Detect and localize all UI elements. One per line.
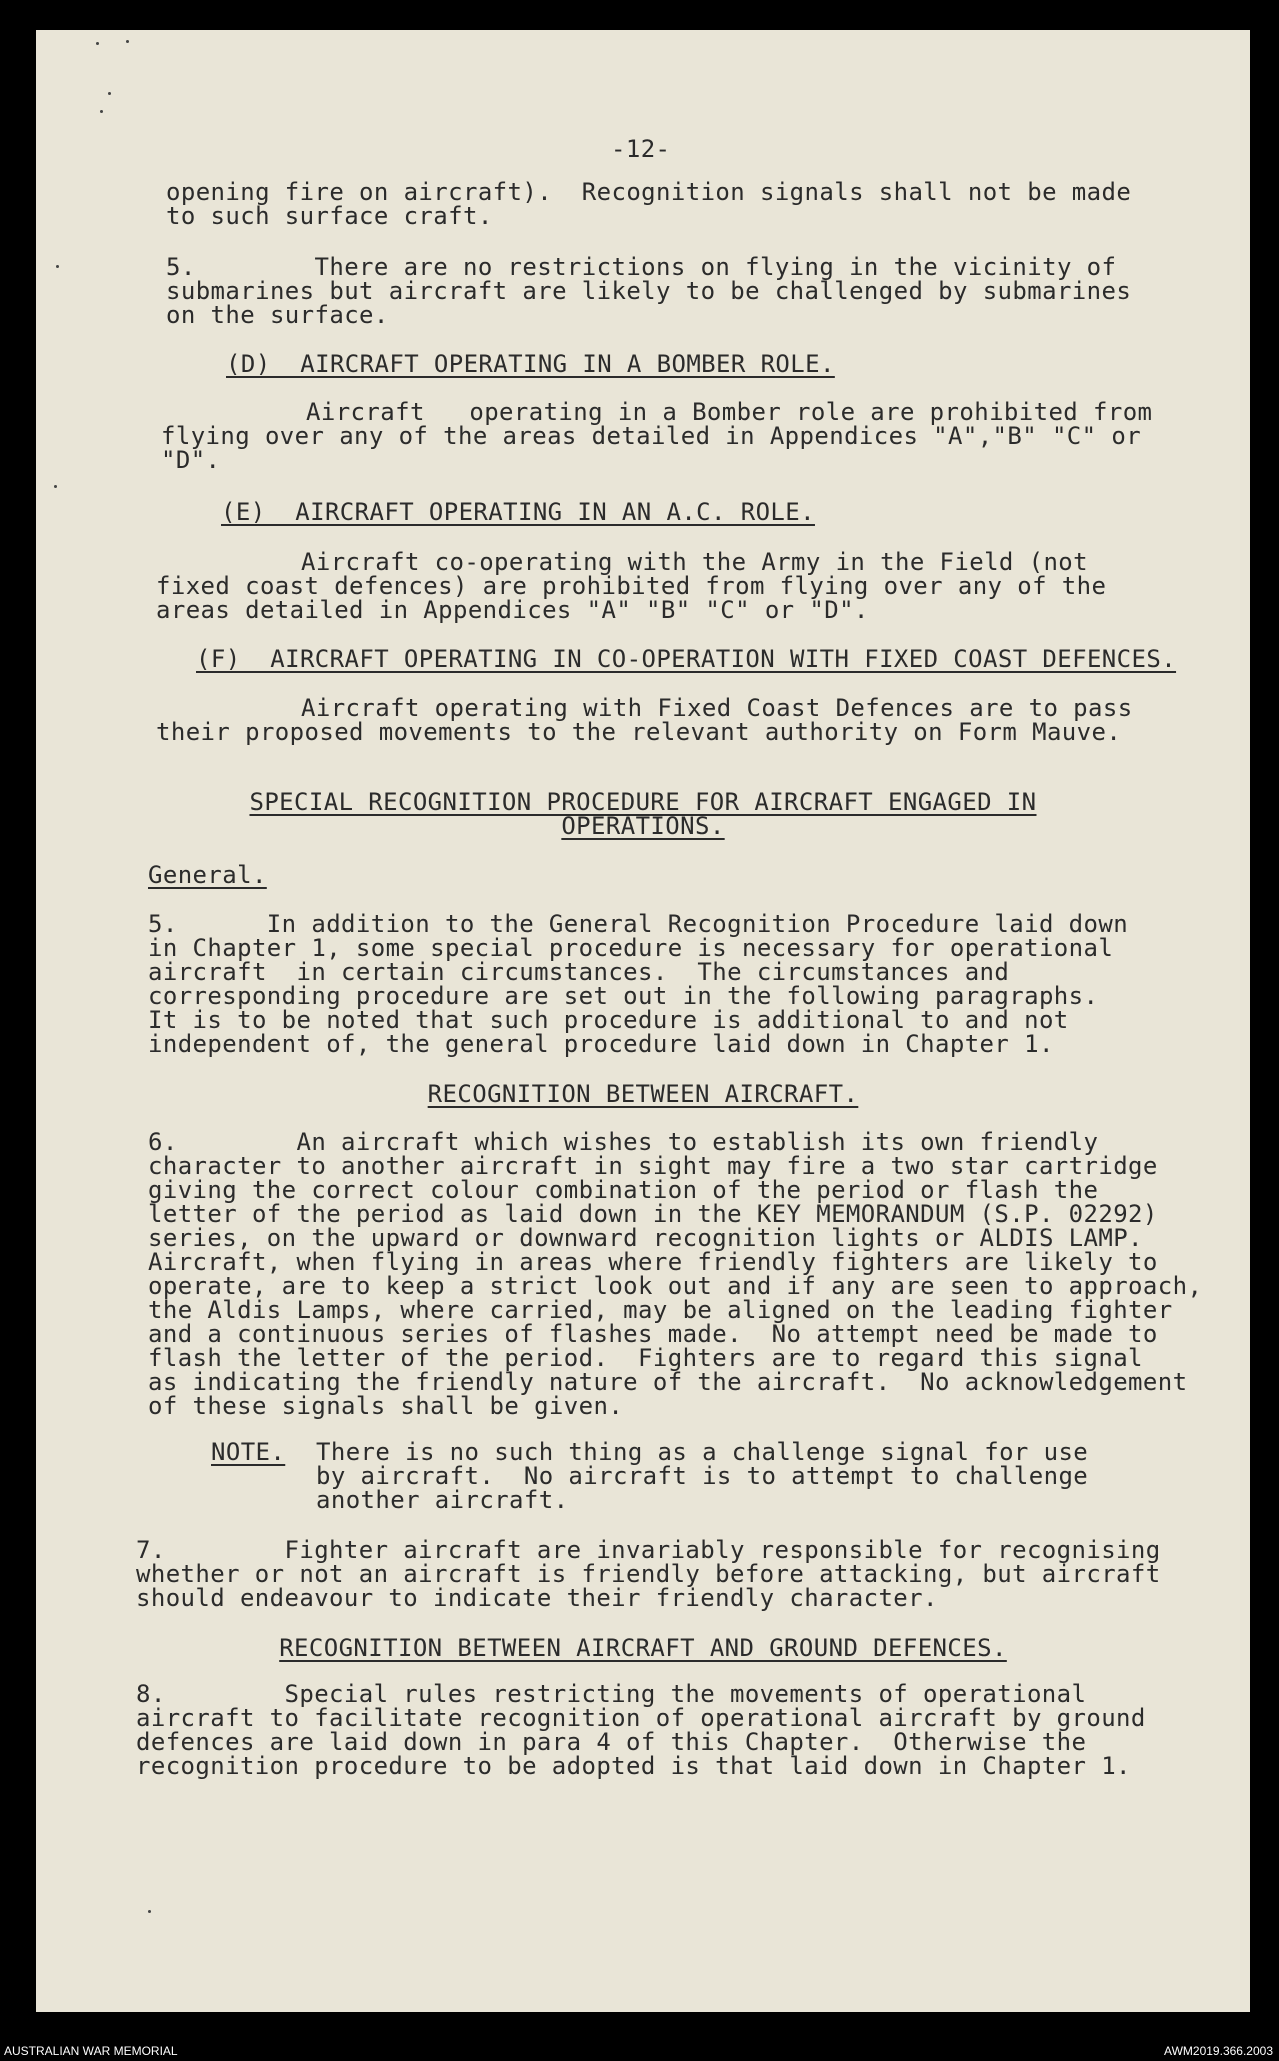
paragraph-6-line: of these signals shall be given. bbox=[148, 1392, 624, 1420]
paragraph-5b-line: aircraft in certain circumstances. The circumstances and bbox=[148, 958, 1010, 986]
special-heading-line: SPECIAL RECOGNITION PROCEDURE FOR AIRCRAFT ENGAGED IN bbox=[249, 788, 1037, 816]
paragraph-4-line: to such surface craft. bbox=[166, 202, 493, 230]
recognition-aircraft-heading: RECOGNITION BETWEEN AIRCRAFT. bbox=[427, 1080, 859, 1108]
paragraph-6-line: letter of the period as laid down in the KEY MEMORANDUM (S.P. 02292) bbox=[148, 1200, 1158, 1228]
paper-speck bbox=[54, 485, 57, 488]
section-f-heading: (F) AIRCRAFT OPERATING IN CO-OPERATION WITH FIXED COAST DEFENCES. bbox=[196, 645, 1177, 673]
section-d-line: flying over any of the areas detailed in Appendices "A","B" "C" or bbox=[161, 422, 1142, 450]
paper-speck bbox=[56, 265, 59, 268]
paragraph-8-line: defences are laid down in para 4 of this Chapter. Otherwise the bbox=[136, 1728, 1087, 1756]
special-heading-line: OPERATIONS. bbox=[561, 812, 725, 840]
paper-speck bbox=[96, 42, 99, 45]
paragraph-8-line: aircraft to facilitate recognition of operational aircraft by ground bbox=[136, 1704, 1146, 1732]
paragraph-5b-line: in Chapter 1, some special procedure is necessary for operational bbox=[148, 934, 1114, 962]
page-number: -12- bbox=[611, 135, 671, 163]
paragraph-8-line: 8. Special rules restricting the movements of operational bbox=[136, 1680, 1087, 1708]
paragraph-6-line: the Aldis Lamps, where carried, may be aligned on the leading fighter bbox=[148, 1296, 1173, 1324]
section-f-line: Aircraft operating with Fixed Coast Defences are to pass bbox=[301, 694, 1133, 722]
paragraph-6-line: as indicating the friendly nature of the aircraft. No acknowledgement bbox=[148, 1368, 1188, 1396]
section-e-heading: (E) AIRCRAFT OPERATING IN AN A.C. ROLE. bbox=[221, 498, 815, 526]
paragraph-5b-line: It is to be noted that such procedure is additional to and not bbox=[148, 1006, 1069, 1034]
recognition-ground-heading: RECOGNITION BETWEEN AIRCRAFT AND GROUND DEFENCES. bbox=[279, 1634, 1007, 1662]
note-label: NOTE. bbox=[211, 1438, 286, 1466]
paragraph-5b-line: independent of, the general procedure laid down in Chapter 1. bbox=[148, 1030, 1054, 1058]
section-d-heading: (D) AIRCRAFT OPERATING IN A BOMBER ROLE. bbox=[226, 350, 835, 378]
paragraph-6-line: 6. An aircraft which wishes to establish its own friendly bbox=[148, 1128, 1099, 1156]
paragraph-6-line: flash the letter of the period. Fighters are to regard this signal bbox=[148, 1344, 1143, 1372]
paper-speck bbox=[108, 92, 111, 95]
section-e-line: Aircraft co-operating with the Army in the Field (not bbox=[301, 548, 1089, 576]
paragraph-6-line: Aircraft, when flying in areas where friendly fighters are likely to bbox=[148, 1248, 1158, 1276]
note-line: another aircraft. bbox=[316, 1486, 569, 1514]
paragraph-6-line: and a continuous series of flashes made. No attempt need be made to bbox=[148, 1320, 1158, 1348]
paragraph-4-line: opening fire on aircraft). Recognition signals shall not be made bbox=[166, 178, 1132, 206]
paragraph-7-line: whether or not an aircraft is friendly before attacking, but aircraft bbox=[136, 1560, 1161, 1588]
paragraph-7-line: should endeavour to indicate their friendly character. bbox=[136, 1584, 938, 1612]
paragraph-5a-line: 5. There are no restrictions on flying in the vicinity of bbox=[166, 253, 1117, 281]
paper-speck bbox=[148, 1910, 151, 1913]
paragraph-6-line: giving the correct colour combination of the period or flash the bbox=[148, 1176, 1099, 1204]
paragraph-7-line: 7. Fighter aircraft are invariably responsible for recognising bbox=[136, 1536, 1161, 1564]
paper-speck bbox=[126, 40, 129, 43]
paper-speck bbox=[100, 110, 103, 113]
section-d-line: Aircraft operating in a Bomber role are prohibited from bbox=[306, 398, 1153, 426]
paragraph-5a-line: submarines but aircraft are likely to be challenged by submarines bbox=[166, 277, 1132, 305]
general-heading: General. bbox=[148, 861, 267, 889]
paragraph-8-line: recognition procedure to be adopted is that laid down in Chapter 1. bbox=[136, 1752, 1131, 1780]
paragraph-5a-line: on the surface. bbox=[166, 301, 389, 329]
paragraph-6-line: series, on the upward or downward recognition lights or ALDIS LAMP. bbox=[148, 1224, 1143, 1252]
note-line: There is no such thing as a challenge signal for use bbox=[316, 1438, 1089, 1466]
paragraph-5b-line: 5. In addition to the General Recognition Procedure laid down bbox=[148, 910, 1129, 938]
section-e-line: fixed coast defences) are prohibited from flying over any of the bbox=[156, 572, 1107, 600]
footer-accession-number: AWM2019.366.2003 bbox=[1164, 2044, 1273, 2058]
paragraph-5b-line: corresponding procedure are set out in the following paragraphs. bbox=[148, 982, 1099, 1010]
paragraph-6-line: operate, are to keep a strict look out and if any are seen to approach, bbox=[148, 1272, 1203, 1300]
note-line: by aircraft. No aircraft is to attempt to challenge bbox=[316, 1462, 1089, 1490]
paragraph-6-line: character to another aircraft in sight may fire a two star cartridge bbox=[148, 1152, 1158, 1180]
section-f-line: their proposed movements to the relevant authority on Form Mauve. bbox=[156, 718, 1122, 746]
section-d-line: "D". bbox=[161, 446, 221, 474]
footer-credit: AUSTRALIAN WAR MEMORIAL bbox=[4, 2044, 178, 2058]
document-page bbox=[36, 30, 1250, 2012]
section-e-line: areas detailed in Appendices "A" "B" "C" or "D". bbox=[156, 596, 869, 624]
